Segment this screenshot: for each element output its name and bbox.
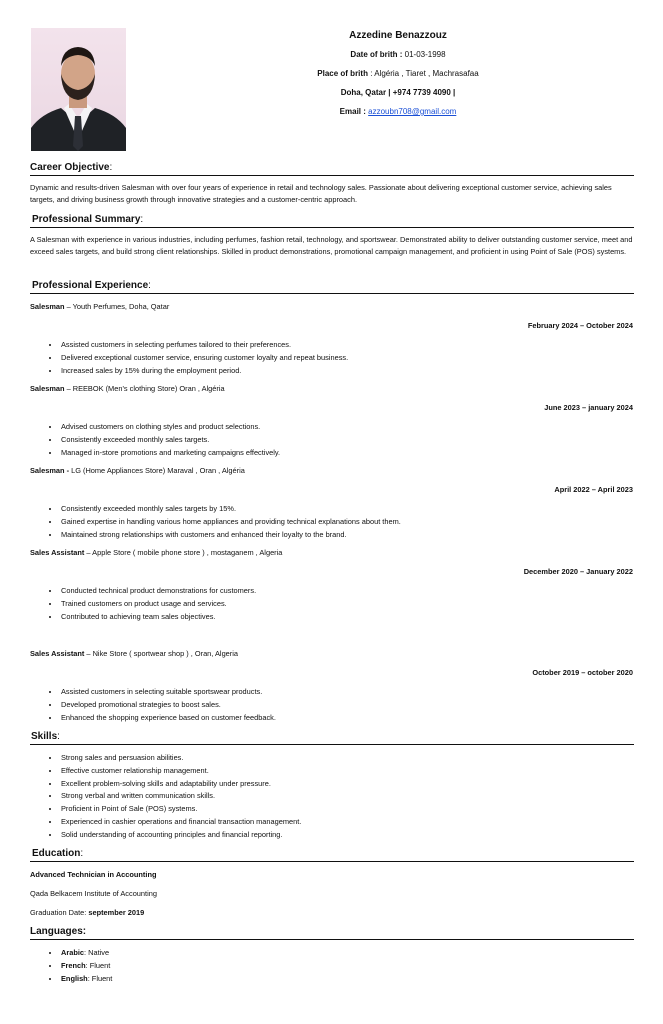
list-item: • Experienced in cashier operations and financial transaction management. — [60, 816, 301, 829]
section-title: Skills: — [30, 731, 634, 745]
career-objective-text: Dynamic and results-driven Salesman with over four years of experience in retail and technology sales. Passionate about delivering exceptional customer service, achieving sales targets, and driving business growth through innovative strategies and a customer-centric approach. — [30, 183, 612, 204]
job-bullets — [46, 585, 256, 623]
section-title: Professional Experience: — [30, 280, 634, 294]
job-heading: Salesman - LG (Home Appliances Store) Maraval , Oran , Algéria — [30, 466, 245, 475]
list-item: • French: Fluent — [60, 960, 112, 973]
list-item: • Enhanced the shopping experience based on customer feedback. — [60, 712, 276, 725]
job-heading: Salesman – REEBOK (Men’s clothing Store) Oran , Algéria — [30, 384, 225, 393]
job-date: June 2023 – january 2024 — [544, 403, 633, 412]
education-section — [30, 848, 634, 862]
list-item: • Consistently exceeded monthly sales targets by 15%. — [60, 503, 401, 516]
education-degree: Advanced Technician in Accounting — [30, 870, 157, 879]
list-item: • Delivered exceptional customer service, ensuring customer loyalty and repeat business. — [60, 352, 348, 365]
experience-section — [30, 280, 634, 294]
job-date: December 2020 – January 2022 — [523, 567, 633, 576]
section-title: Career Objective: — [30, 162, 634, 176]
section-title: Education: — [30, 848, 634, 862]
languages-list — [46, 947, 112, 985]
job-date: February 2024 – October 2024 — [527, 321, 633, 330]
job-heading: Sales Assistant – Nike Store ( sportwear shop ) , Oran, Algeria — [30, 649, 239, 658]
list-item: • Trained customers on product usage and services. — [60, 598, 256, 611]
contact-header — [258, 28, 538, 126]
place-of-birth: Place of brith : Algéria , Tiaret , Machrasafaa — [317, 69, 479, 78]
skills-list — [46, 752, 301, 842]
list-item: • Developed promotional strategies to boost sales. — [60, 699, 276, 712]
list-item: • Managed in-store promotions and marketing campaigns effectively. — [60, 447, 280, 460]
section-title: Languages: — [30, 926, 634, 940]
list-item: • Proficient in Point of Sale (POS) systems. — [60, 803, 301, 816]
job-bullets — [46, 503, 401, 541]
list-item: • Strong verbal and written communication skills. — [60, 790, 301, 803]
email-line: Email : azzoubn708@gmail.com — [339, 107, 457, 116]
job-date: April 2022 – April 2023 — [554, 485, 633, 494]
email-link[interactable]: azzoubn708@gmail.com — [368, 107, 457, 116]
list-item: • English: Fluent — [60, 973, 112, 986]
section-title: Professional Summary: — [30, 214, 634, 228]
professional-summary-section — [30, 214, 634, 257]
list-item: • Strong sales and persuasion abilities. — [60, 752, 301, 765]
professional-summary-text: A Salesman with experience in various industries, including perfumes, fashion retail, technology, and sportswear. Demonstrated ability to deliver outstanding customer service, meet and exceed sales targets, and build strong client relationships. Skilled in product demonstrations, promotional campaign management, and proficient in using Point of Sale (POS) systems. — [30, 235, 633, 256]
candidate-name: Azzedine Benazzouz — [349, 30, 447, 41]
list-item: • Assisted customers in selecting perfumes tailored to their preferences. — [60, 339, 348, 352]
list-item: • Maintained strong relationships with customers and enhanced their loyalty to the brand. — [60, 529, 401, 542]
list-item: • Gained expertise in handling various home appliances and providing technical explanations about them. — [60, 516, 401, 529]
education-institute: Qada Belkacem Institute of Accounting — [30, 889, 157, 898]
list-item: • Conducted technical product demonstrations for customers. — [60, 585, 256, 598]
list-item: • Excellent problem-solving skills and adaptability under pressure. — [60, 778, 301, 791]
job-bullets — [46, 686, 276, 724]
contact-line: Doha, Qatar | +974 7739 4090 | — [340, 88, 456, 97]
list-item: • Advised customers on clothing styles and product selections. — [60, 421, 280, 434]
list-item: • Increased sales by 15% during the employment period. — [60, 365, 348, 378]
list-item: • Assisted customers in selecting suitable sportswear products. — [60, 686, 276, 699]
job-bullets — [46, 421, 280, 459]
list-item: • Effective customer relationship management. — [60, 765, 301, 778]
job-bullets — [46, 339, 348, 377]
skills-section — [30, 731, 634, 745]
job-date: October 2019 – october 2020 — [532, 668, 633, 677]
profile-photo — [31, 28, 126, 151]
job-heading: Salesman – Youth Perfumes, Doha, Qatar — [30, 302, 170, 311]
languages-section — [30, 926, 634, 940]
graduation-date: Graduation Date: september 2019 — [30, 908, 145, 917]
job-heading: Sales Assistant – Apple Store ( mobile phone store ) , mostaganem , Algeria — [30, 548, 283, 557]
career-objective-section — [30, 162, 634, 205]
date-of-birth: Date of brith : 01-03-1998 — [350, 50, 446, 59]
list-item: • Arabic: Native — [60, 947, 112, 960]
list-item: • Consistently exceeded monthly sales targets. — [60, 434, 280, 447]
list-item: • Contributed to achieving team sales objectives. — [60, 611, 256, 624]
list-item: • Solid understanding of accounting principles and financial reporting. — [60, 829, 301, 842]
